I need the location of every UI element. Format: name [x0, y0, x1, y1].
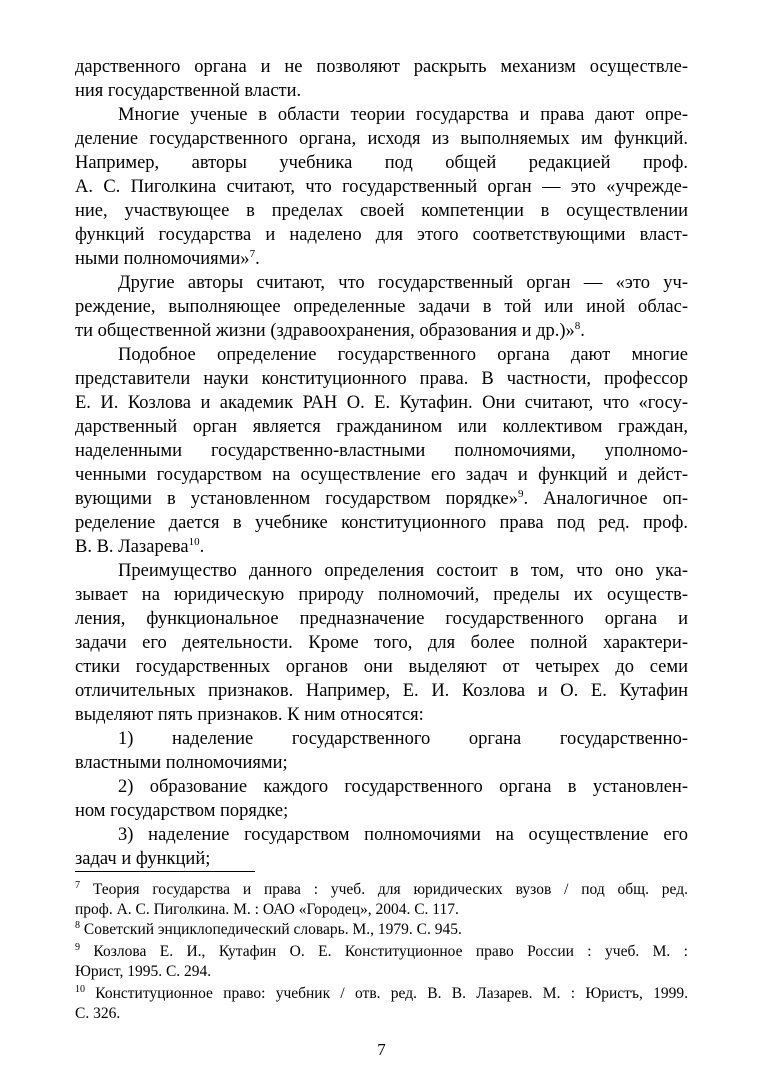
footnote-line [75, 942, 688, 962]
footnote-line: С. 326. [75, 1005, 121, 1022]
body-line: Подобное определение государственного органа дают многие [118, 345, 688, 365]
footnote-mark-7[interactable]: 7 [249, 247, 256, 260]
body-line: дарственный орган является гражданином или коллективом граждан, [75, 417, 688, 437]
list-item-line: 3) наделение государством полномочиями на осуществление его [118, 825, 688, 845]
list-item-line: ном государством порядке; [75, 801, 289, 821]
footnote-text: Конституционное право: учебник / отв. ред. В. В. Лазарев. М. : Юристъ, 1999. [95, 985, 689, 1002]
body-line-text: ными полномочиями» [75, 249, 250, 269]
body-line-text: . Аналогичное оп- [523, 489, 688, 509]
body-line: выделяют пять признаков. К ним относятся: [75, 705, 424, 725]
footnote-mark-10[interactable]: 10 [188, 535, 200, 548]
body-line: ченными государством на осуществление его задач и функций и дейст- [75, 465, 688, 485]
body-line: ти общественной жизни (здравоохранения, образования и др.)»$^8$. [75, 319, 585, 341]
body-line: отличительных признаков. Например, Е. И. Козлова и О. Е. Кутафин [75, 681, 688, 701]
footnote-number-8: 8 [75, 919, 80, 931]
body-line: ления, функциональное предназначение государственного органа и [75, 609, 688, 629]
body-line: наделенными государственно-властными полномочиями, уполномо- [75, 441, 688, 461]
body-line-text: ти общественной жизни (здравоохранения, образования и др.)» [75, 321, 575, 341]
list-item-line: 2) образование каждого государственного органа в установлен- [118, 777, 688, 797]
body-line: ние, участвующее в пределах своей компетенции в осуществлении [75, 201, 688, 221]
body-line: функций государства и наделено для этого соответствующими власт- [75, 225, 688, 245]
list-item-line: 1) наделение государственного органа государственно- [118, 729, 688, 749]
footnote-line [75, 984, 688, 1004]
body-line: Преимущество данного определения состоит в том, что оно ука- [118, 561, 688, 581]
body-line: ния государственной власти. [75, 81, 302, 101]
body-line: зывает на юридическую природу полномочий, пределы их осуществ- [75, 585, 688, 605]
body-line: Е. И. Козлова и академик РАН О. Е. Кутафин. Они считают, что «госу- [75, 393, 688, 413]
footnote-number-7: 7 [75, 879, 80, 891]
body-line-text: вующими в установленном государством порядке» [75, 489, 518, 509]
footnote-text: Козлова Е. И., Кутафин О. Е. Конституционное право России : учеб. М. : [93, 943, 688, 960]
body-line: дарственного органа и не позволяют раскрыть механизм осуществле- [75, 57, 688, 77]
body-line: ными полномочиями»$^7$. [75, 247, 260, 269]
footnote-number-9: 9 [75, 941, 80, 953]
body-line: А. С. Пиголкина считают, что государственный орган — это «учрежде- [75, 177, 688, 197]
page-number: 7 [377, 1040, 386, 1059]
body-line: Многие ученые в области теории государства и права дают опре- [118, 105, 688, 125]
list-item-line: задач и функций; [75, 849, 211, 869]
body-line: представители науки конституционного права. В частности, профессор [75, 369, 688, 389]
footnote-separator [75, 871, 255, 872]
list-item-line: властными полномочиями; [75, 753, 288, 773]
body-line: Другие авторы считают, что государственный орган — «это уч- [118, 273, 688, 293]
body-line: стики государственных органов они выделяют от четырех до семи [75, 657, 688, 677]
body-line: реждение, выполняющее определенные задачи в той или иной облас- [75, 297, 688, 317]
footnote-text: Теория государства и права : учеб. для юридических вузов / под общ. ред. [92, 881, 688, 898]
footnote-line [75, 920, 688, 940]
footnote-text: Советский энциклопедический словарь. М., 1979. С. 945. [83, 921, 462, 938]
footnote-mark-8[interactable]: 8 [574, 319, 581, 332]
footnote-line [75, 880, 688, 900]
body-line: ределение дается в учебнике конституционного права под ред. проф. [75, 513, 688, 533]
footnote-number-10: 10 [75, 983, 85, 995]
footnote-line: Юрист, 1995. С. 294. [75, 963, 212, 980]
body-line: Например, авторы учебника под общей редакцией проф. [75, 153, 688, 173]
footnote-line: проф. А. С. Пиголкина. М. : ОАО «Городец», 2004. С. 117. [75, 901, 459, 918]
footnote-mark-9[interactable]: 9 [517, 487, 524, 500]
body-line: задачи его деятельности. Кроме того, для более полной характери- [75, 633, 688, 653]
body-line: В. В. Лазарева$^{10}$. [75, 535, 205, 557]
body-line-text: В. В. Лазарева [75, 537, 189, 557]
body-line: деление государственного органа, исходя из выполняемых им функций. [75, 129, 688, 149]
body-line [75, 487, 688, 511]
